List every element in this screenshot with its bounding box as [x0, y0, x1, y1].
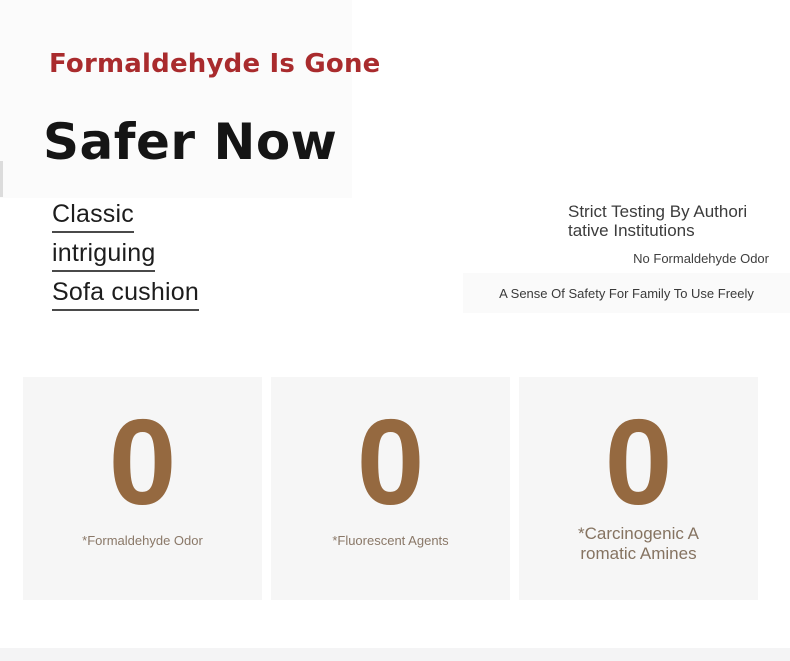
testing-heading: [568, 202, 778, 240]
zero-value-carcinogenic: 0: [604, 394, 673, 530]
card-label-line: romatic Amines: [580, 544, 697, 563]
zero-value-formaldehyde: 0: [108, 394, 177, 530]
card-label-formaldehyde: [82, 533, 203, 548]
no-odor-note: No Formaldehyde Odor: [633, 251, 769, 266]
zero-value-fluorescent: 0: [356, 394, 425, 530]
card-label-fluorescent: [332, 533, 448, 548]
zero-cards-row: [23, 377, 758, 600]
testing-heading-line2: tative Institutions: [568, 221, 695, 240]
safety-note: A Sense Of Safety For Family To Use Freely: [499, 285, 754, 301]
page-title: Safer Now: [43, 113, 338, 171]
testing-heading-line1: Strict Testing By Authori: [568, 202, 748, 221]
safety-note-band: [463, 273, 790, 313]
card-label-line: *Carcinogenic A: [578, 524, 699, 543]
zero-card-formaldehyde-odor: [23, 377, 262, 600]
left-edge-mark: [0, 161, 3, 197]
feature-list: [52, 199, 199, 316]
feature-classic: Classic: [52, 199, 134, 233]
card-label-carcinogenic: [578, 524, 699, 564]
card-label-line: *Formaldehyde Odor: [82, 533, 203, 548]
zero-card-carcinogenic-aromatic-amines: [519, 377, 758, 600]
card-label-line: *Fluorescent Agents: [332, 533, 449, 548]
bottom-strip: [0, 648, 790, 661]
feature-sofa-cushion: Sofa cushion: [52, 277, 199, 311]
feature-intriguing: intriguing: [52, 238, 155, 272]
kicker-heading: Formaldehyde Is Gone: [49, 49, 381, 79]
zero-card-fluorescent-agents: [271, 377, 510, 600]
